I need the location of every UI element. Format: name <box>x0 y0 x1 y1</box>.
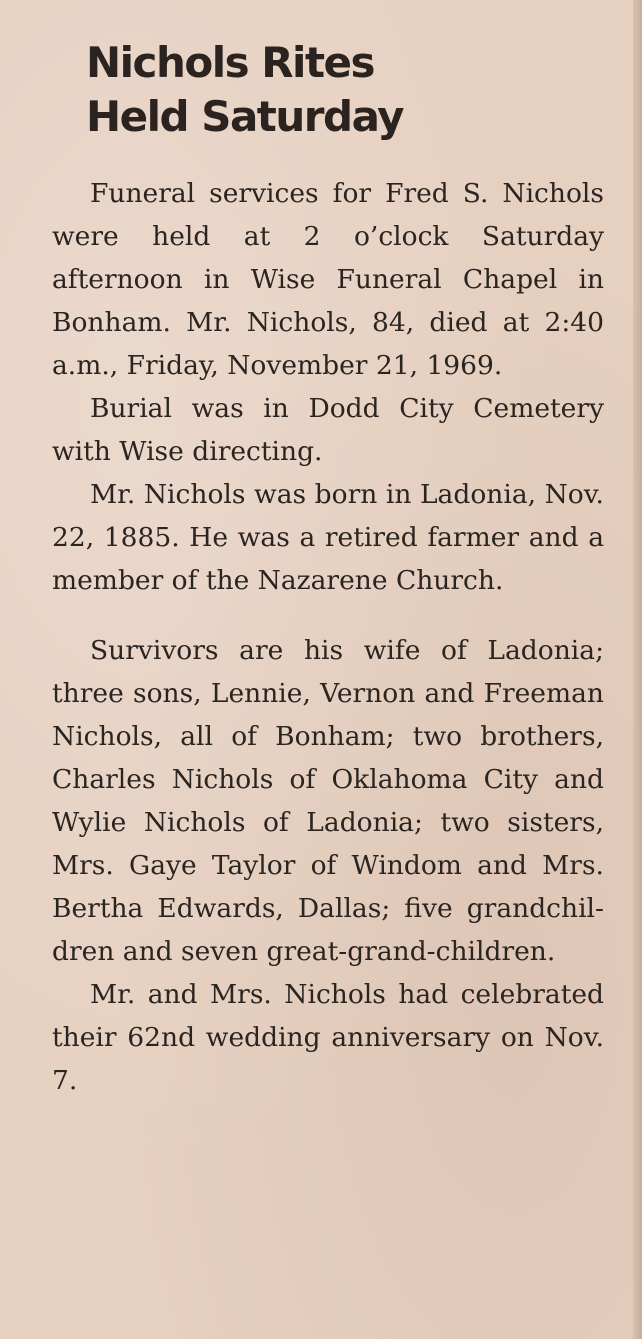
article-body <box>52 172 604 1102</box>
paragraph-anniversary: Mr. and Mrs. Nichols had celebrated their 62nd wedding anniversary on Nov. 7. <box>52 979 604 1096</box>
paragraph-funeral-services: Funeral services for Fred S. Nichols were held at 2 o’clock Saturday afternoon in Wise Funeral Chapel in Bonham. Mr. Nichols, 84, died at 2:40 a.m., Friday, November 21, 1969. <box>52 178 604 381</box>
clipping-edge <box>633 0 642 1339</box>
paragraph-survivors: Survivors are his wife of Ladonia; three sons, Lennie, Vernon and Freeman Nichols, all of Bonham; two brothers, Charles Nichols of Oklahoma City and Wylie Nichols of Ladonia; two sisters, Mrs. Gaye Taylor of Windom and Mrs. Bertha Edwards, Dallas; five grandchildren and seven great-grand-children. <box>52 635 604 967</box>
headline-line-1: Nichols Rites <box>86 38 375 87</box>
headline-line-2: Held Saturday <box>86 92 403 141</box>
paragraph-burial: Burial was in Dodd City Cemetery with Wise directing. <box>52 393 604 467</box>
headline <box>86 36 403 144</box>
paragraph-biography: Mr. Nichols was born in Ladonia, Nov. 22, 1885. He was a retired farmer and a member of the Nazarene Church. <box>52 479 604 596</box>
